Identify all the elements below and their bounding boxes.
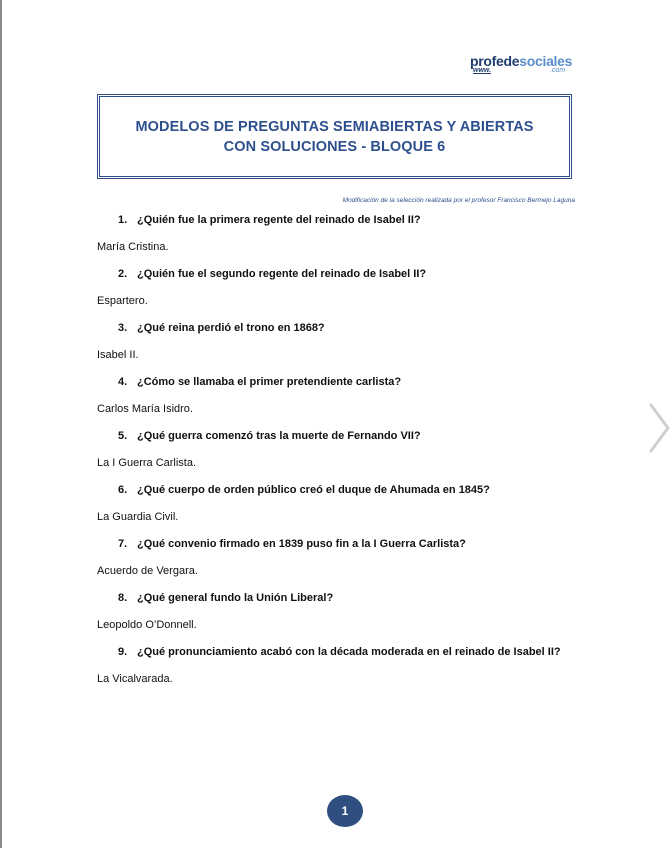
question-number: 6. (118, 484, 128, 496)
question-text: ¿Qué cuerpo de orden público creó el duque de Ahumada en 1845? (137, 484, 490, 496)
question-number: 3. (118, 322, 128, 334)
question-list (97, 212, 581, 698)
answer-text: La Vicalvarada. (97, 673, 173, 685)
question-number: 2. (118, 268, 128, 280)
qa-item (97, 212, 581, 256)
logo-brand-part2: sociales (519, 53, 573, 69)
answer-text: Isabel II. (97, 349, 139, 361)
author-credit: Modificación de la selección realizada por el profesor Francisco Bermejo Laguna (342, 197, 575, 204)
qa-item (97, 428, 581, 472)
page-left-edge (0, 0, 2, 848)
answer-text: La Guardia Civil. (97, 511, 179, 523)
question (118, 428, 581, 445)
question-text: ¿Qué pronunciamiento acabó con la década moderada en el reinado de Isabel II? (137, 646, 561, 658)
question-text: ¿Qué guerra comenzó tras la muerte de Fernando VII? (137, 430, 421, 442)
logo-suffix: .com (550, 67, 566, 74)
title-line-2: CON SOLUCIONES - BLOQUE 6 (223, 138, 446, 155)
logo-brand-part1: profede (470, 53, 520, 69)
logo-prefix: www. (473, 67, 492, 74)
question-number: 7. (118, 538, 128, 550)
question-text: ¿Qué general fundo la Unión Liberal? (137, 592, 334, 604)
answer-text: Acuerdo de Vergara. (97, 565, 198, 577)
question-number: 1. (118, 214, 128, 226)
answer-text: Leopoldo O’Donnell. (97, 619, 197, 631)
question (118, 644, 581, 661)
title-box (97, 94, 572, 179)
question (118, 320, 581, 337)
question (118, 482, 581, 499)
profedesociales-logo (470, 54, 580, 80)
answer-text: Carlos María Isidro. (97, 403, 193, 415)
question-number: 4. (118, 376, 128, 388)
question (118, 266, 581, 283)
qa-item (97, 320, 581, 364)
answer-text: Espartero. (97, 295, 148, 307)
question (118, 374, 581, 391)
question (118, 590, 581, 607)
question-text: ¿Qué reina perdió el trono en 1868? (137, 322, 325, 334)
question-number: 9. (118, 646, 128, 658)
page-number-badge: 1 (327, 795, 363, 827)
question (118, 536, 581, 553)
answer-text: La I Guerra Carlista. (97, 457, 197, 469)
title-line-1: MODELOS DE PREGUNTAS SEMIABIERTAS Y ABIERTAS (135, 118, 534, 135)
question (118, 212, 581, 229)
qa-item (97, 536, 581, 580)
question-text: ¿Cómo se llamaba el primer pretendiente carlista? (137, 376, 402, 388)
question-number: 5. (118, 430, 128, 442)
question-text: ¿Qué convenio firmado en 1839 puso fin a la I Guerra Carlista? (137, 538, 466, 550)
qa-item (97, 644, 581, 688)
chevron-right-icon (648, 402, 670, 454)
question-text: ¿Quién fue el segundo regente del reinado de Isabel II? (137, 268, 427, 280)
qa-item (97, 374, 581, 418)
question-number: 8. (118, 592, 128, 604)
question-text: ¿Quién fue la primera regente del reinado de Isabel II? (137, 214, 421, 226)
qa-item (97, 590, 581, 634)
qa-item (97, 266, 581, 310)
answer-text: María Cristina. (97, 241, 169, 253)
next-page-button[interactable] (648, 402, 670, 454)
qa-item (97, 482, 581, 526)
